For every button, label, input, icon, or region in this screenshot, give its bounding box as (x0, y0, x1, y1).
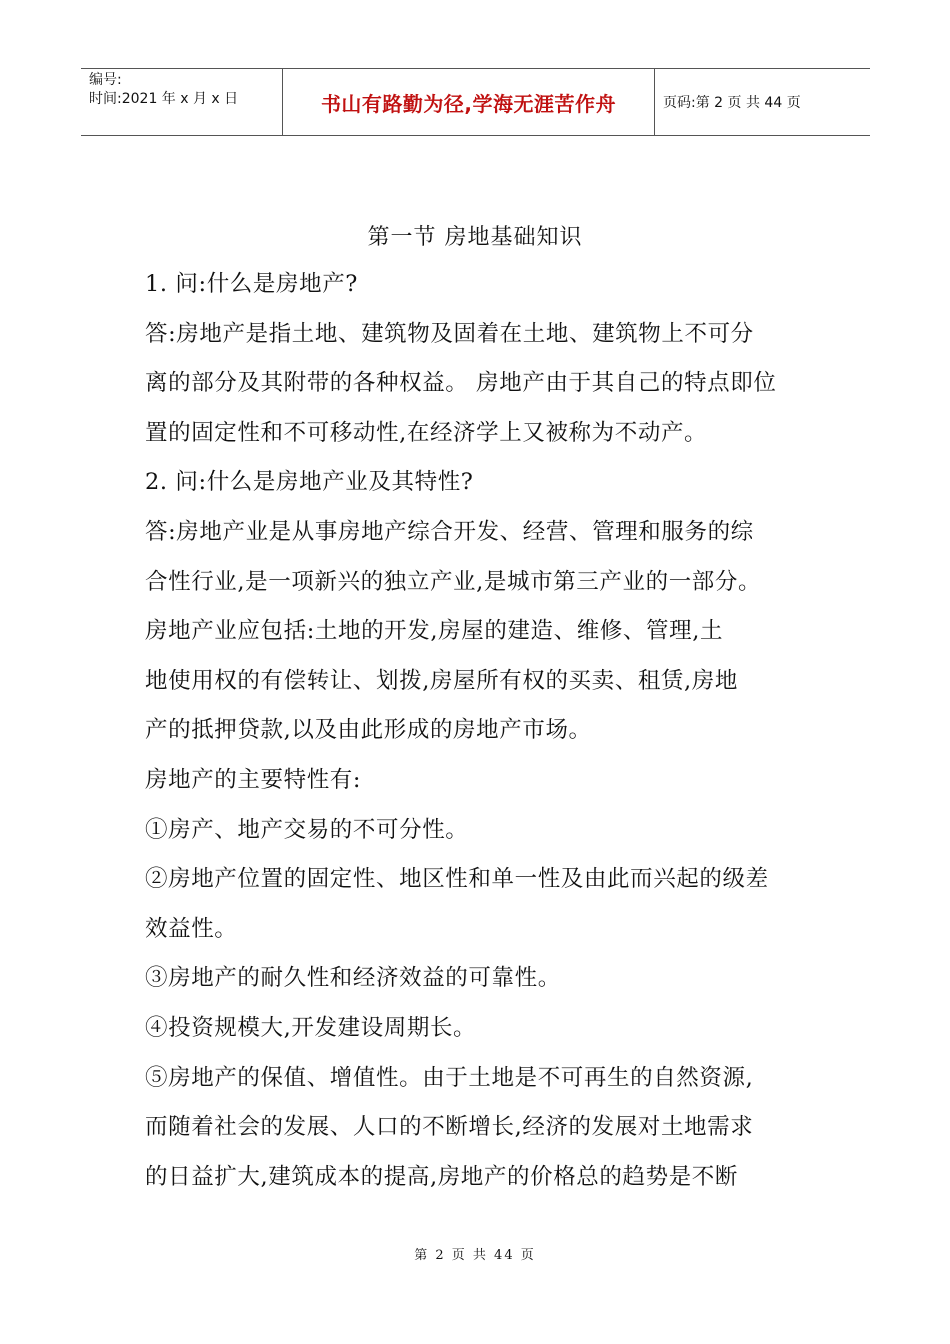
header-meta (81, 69, 282, 135)
document-body (145, 265, 825, 1207)
text-line: 2. 问:什么是房地产业及其特性? (145, 469, 474, 496)
header-date: 时间:2021 年 x 月 x 日 (89, 91, 239, 107)
text-line: ①房产、地产交易的不可分性。 (145, 816, 469, 843)
text-line: 地使用权的有偿转让、划拨,房屋所有权的买卖、租赁,房地 (145, 667, 739, 694)
text-line: 置的固定性和不可移动性,在经济学上又被称为不动产。 (145, 419, 708, 446)
text-line: ⑤房地产的保值、增值性。由于土地是不可再生的自然资源, (145, 1064, 754, 1091)
header-motto: 书山有路勤为径,学海无涯苦作舟 (282, 69, 655, 135)
text-line: 而随着社会的发展、人口的不断增长,经济的发展对土地需求 (145, 1114, 754, 1141)
text-line: ④投资规模大,开发建设周期长。 (145, 1014, 477, 1041)
text-line: 房地产的主要特性有: (145, 766, 362, 793)
page-footer: 第 2 页 共 44 页 (414, 1248, 536, 1263)
text-line: 效益性。 (145, 915, 238, 942)
text-line: 离的部分及其附带的各种权益。 房地产由于其自己的特点即位 (145, 370, 777, 397)
section-title: 第一节 房地基础知识 (367, 225, 583, 250)
text-line: 1. 问:什么是房地产? (145, 271, 358, 297)
header-page-number: 页码:第 2 页 共 44 页 (663, 95, 801, 111)
text-line: 答:房地产是指土地、建筑物及固着在土地、建筑物上不可分 (145, 320, 754, 347)
text-line: 的日益扩大,建筑成本的提高,房地产的价格总的趋势是不断 (145, 1163, 739, 1190)
header-number: 编号: (89, 72, 122, 88)
text-line: 答:房地产业是从事房地产综合开发、经营、管理和服务的综 (145, 518, 754, 545)
text-line: ②房地产位置的固定性、地区性和单一性及由此而兴起的级差 (145, 866, 769, 893)
text-line: 合性行业,是一项新兴的独立产业,是城市第三产业的一部分。 (145, 568, 762, 595)
text-line: 房地产业应包括:土地的开发,房屋的建造、维修、管理,土 (145, 618, 724, 645)
page-header (81, 68, 870, 136)
text-line: 产的抵押贷款,以及由此形成的房地产市场。 (145, 717, 592, 744)
text-line: ③房地产的耐久性和经济效益的可靠性。 (145, 965, 561, 992)
